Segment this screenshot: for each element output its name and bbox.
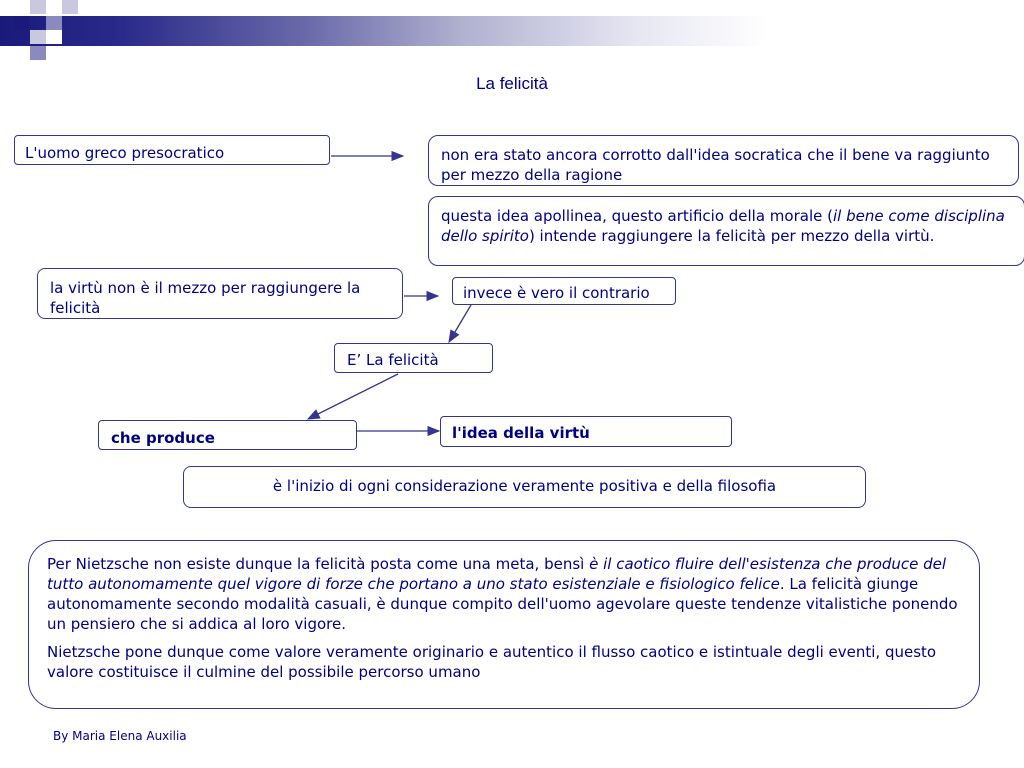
node-idea-virtu-text: l'idea della virtù [452, 424, 590, 442]
node-e-felicita [334, 343, 493, 373]
node-idea-apollinea-text1: questa idea apollinea, questo artificio della morale ( [441, 207, 833, 225]
nietzsche-p1-italic: è il caotico fluire dell'esistenza che produce del tutto autonomamente quel vigore di forze che portano a uno stato esistenziale e fisiologico felice [47, 555, 947, 593]
nietzsche-p1-text2: . La felicità giunge autonomamente secondo modalità casuali, è dunque compito dell'uomo agevolare queste tendenze vitalistiche ponendo un pensiero che si addica al loro vigore. [47, 575, 958, 633]
nietzsche-paragraph-2: Nietzsche pone dunque come valore veramente originario e autentico il flusso caotico e istintuale degli eventi, questo valore costituisce il culmine del possibile percorso umano [47, 643, 937, 681]
node-inizio-text: è l'inizio di ogni considerazione veramente positiva e della filosofia [272, 477, 777, 495]
nietzsche-paragraph-1 [47, 554, 961, 634]
node-che-produce [98, 420, 357, 450]
node-non-corrotto-text: non era stato ancora corrotto dall'idea socratica che il bene va raggiunto per mezzo della ragione [441, 146, 990, 184]
node-idea-apollinea-text2: ) intende raggiungere la felicità per mezzo della virtù. [528, 227, 935, 245]
node-e-felicita-text: E’ La felicità [347, 351, 439, 369]
arrow-felicita-to-produce [308, 374, 398, 419]
node-uomo-greco-text: L'uomo greco presocratico [25, 144, 225, 162]
node-contrario [452, 277, 676, 305]
node-virtu-non-mezzo [37, 268, 403, 319]
arrow-contrario-to-felicita [449, 305, 471, 342]
node-virtu-non-mezzo-text: la virtù non è il mezzo per raggiungere la felicità [50, 279, 361, 317]
nietzsche-p1-text1: Per Nietzsche non esiste dunque la felicità posta come una meta, bensì [47, 555, 590, 573]
node-uomo-greco [14, 135, 330, 165]
node-contrario-text: invece è vero il contrario [463, 284, 650, 302]
node-inizio [183, 466, 866, 508]
nietzsche-box [28, 540, 980, 709]
node-idea-apollinea-italic: il bene come disciplina dello spirito [441, 207, 1005, 245]
page-title: La felicità [476, 74, 548, 93]
node-idea-virtu [440, 416, 732, 447]
author-footer: By Maria Elena Auxilia [53, 729, 187, 743]
node-che-produce-text: che produce [111, 429, 215, 447]
node-non-corrotto [428, 135, 1019, 186]
node-idea-apollinea [428, 196, 1024, 266]
